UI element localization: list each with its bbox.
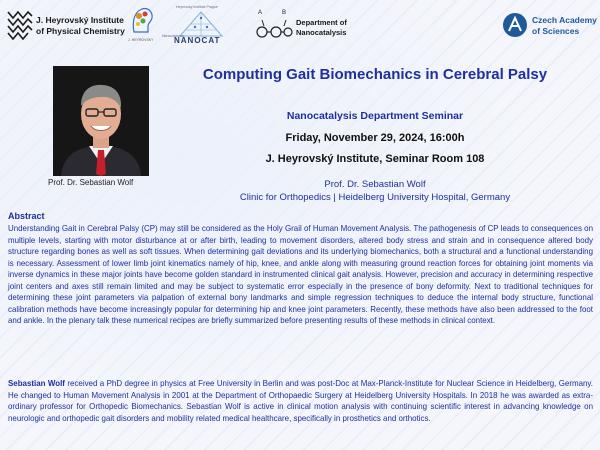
heyrovsky-institute-logo — [6, 6, 130, 46]
nanocat-name: NANOCAT — [174, 36, 221, 45]
cas-name-line2: of Sciences — [532, 26, 580, 36]
abstract-text: Understanding Gait in Cerebral Palsy (CP) may still be considered as the Holy Grail of Human Movement Analysis. The pathogenesis of CP leads to consequences on multiple levels, starting with motor disturbance at or after birth, leading to movement disorders, altered body stress and strain and in consequence altered body structure regarding bones as well as soft tissues. When determining gait deviations and its underlying biomechanics, both a structural and a functional understanding is necessary. Assessment of lower limb joint kinematics namely of hip, knee, and ankle along with measuring ground reaction forces for obtaining joint moments via inverse dynamics in these major joints have become golden standard in instrumented clinical gait analysis. However, precision and accuracy in determining respective joint centers and axes still remain limited and may be subject to systematic error especially in the presence of bony deformity. Next to traditional techniques for determining these joint parameters via palpation of external bony landmarks and simple regression techniques to deduce the internal body structure, functional calibration methods have become increasingly popular for determining hip and knee joint parameters. Recently, these methods have also been addressed to the foot and ankle. In the plenary talk these numerical recipes are briefly summarized before presenting results of these methods in clinical context. — [8, 224, 593, 325]
cas-name-line1: Czech Academy — [532, 15, 597, 25]
speaker-portrait-icon — [53, 66, 149, 176]
cas-emblem-icon — [502, 12, 528, 38]
talk-title: Computing Gait Biomechanics in Cerebral Palsy — [202, 66, 548, 83]
nanocat-logo — [160, 4, 242, 48]
dept-letter-b: B — [282, 10, 287, 16]
head-profile-icon — [128, 4, 156, 36]
nanocat-sub-text: Nanocatalysis — [162, 34, 184, 38]
speaker-photo — [53, 66, 149, 176]
dept-name-line2: Nanocatalysis — [296, 28, 347, 37]
bio-text: received a PhD degree in physics at Free University in Berlin and was post-Doc at Max-Planck-Institute for Nuclear Science in Heidelberg, Germany. He changed to Human Movement Analysis in 2001 at the Department of Orthopaedic Surgery at Heidelberg University Hospitals. In 2018 he was awarded as extra-ordinary professor for Orthopedic Biomechanics. Sebastian Wolf is active in clinical motion analysis with continuing scientific interest in advancing knowledge on neurologic and orthopedic gait disorders and mobility related medical healthcare, specifically in prosthetics and orthotics. — [8, 379, 594, 423]
photo-caption: Prof. Dr. Sebastian Wolf — [48, 178, 134, 187]
dept-letter-a: A — [258, 10, 263, 16]
institute-name-line2: of Physical Chemistry — [36, 26, 125, 36]
nanocat-top-text: Heyrovsky Institute Prague — [176, 5, 218, 9]
speaker-bio — [8, 378, 593, 424]
charles-logo-text: J. HEYROVSKY — [128, 38, 154, 42]
dept-name-line1: Department of — [296, 18, 347, 27]
seminar-location: J. Heyrovský Institute, Seminar Room 108 — [265, 153, 485, 165]
seminar-datetime: Friday, November 29, 2024, 16:00h — [285, 132, 465, 144]
seminar-name: Nanocatalysis Department Seminar — [286, 110, 464, 122]
logo-header — [0, 0, 600, 52]
department-logo — [254, 10, 374, 46]
heyrovsky-zigzag-icon — [6, 8, 34, 40]
abstract-heading: Abstract — [8, 211, 45, 221]
molecule-icon — [254, 16, 294, 44]
czech-academy-logo — [502, 12, 598, 42]
institute-name-line1: J. Heyrovský Institute — [36, 15, 124, 25]
bio-name: Sebastian Wolf — [8, 379, 65, 388]
charles-university-logo — [128, 4, 156, 46]
speaker-name: Prof. Dr. Sebastian Wolf — [324, 179, 426, 190]
speaker-affiliation: Clinic for Orthopedics | Heidelberg University Hospital, Germany — [239, 192, 511, 203]
